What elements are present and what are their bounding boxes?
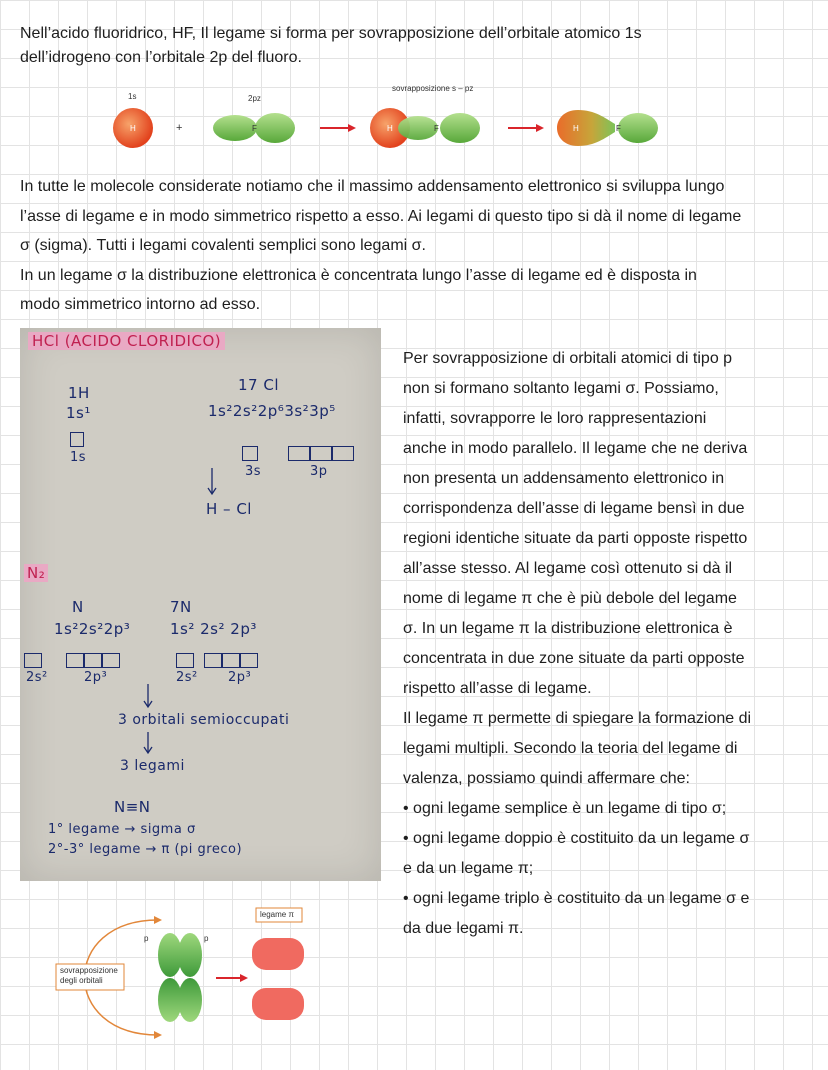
pi-paragraph-1: [403, 344, 803, 704]
overlap-p-lobe-left: [398, 116, 438, 140]
hcl-down-arrow: [208, 468, 216, 494]
sigma-line-2: l’asse di legame e in modo simmetrico rispetto a esso. Ai legami di questo tipo si dà il nome di legame: [20, 207, 742, 225]
label-overlap-s-p: sovrapposizione s – pz: [392, 84, 474, 93]
bond-type-item-4: • ogni legame triplo è costituito da un legame σ e: [403, 890, 750, 907]
pi-p1-line-9: nome di legame π che è più debole del legame: [403, 590, 737, 607]
n-symbol-2: 7N: [170, 598, 192, 616]
label-p-2: p: [204, 934, 209, 943]
pi-paragraph-2: [403, 704, 803, 794]
pi-p1-line-4: anche in modo parallelo. Il legame che ne deriva: [403, 440, 748, 457]
three-bonds: 3 legami: [120, 758, 185, 774]
sigma-line-4: In un legame σ la distribuzione elettronica è concentrata lungo l’asse di legame ed è disposta in: [20, 266, 697, 284]
notes-arrows: [20, 328, 381, 881]
f-2p-lobe-left: [213, 115, 257, 141]
n-2s-label-b: 2s²: [176, 670, 198, 685]
half-filled-orbitals: 3 orbitali semioccupati: [118, 712, 290, 728]
sigma-line-5: modo simmetrico intorno ad esso.: [20, 296, 261, 313]
f-2p-lobe-right: [255, 113, 295, 143]
pi-p1-line-5: non presenta un addensamento elettronico in: [403, 470, 725, 487]
handwritten-notes-photo: [20, 328, 381, 881]
p-orbital-2-top: [178, 933, 202, 977]
n-2p-label: 2p³: [84, 670, 108, 685]
n-2s-label: 2s²: [26, 670, 48, 685]
pi-arrow-head: [240, 974, 248, 982]
pi-p2-line-3: valenza, possiamo quindi affermare che:: [403, 770, 690, 787]
hf-orbital-diagram: [100, 80, 680, 160]
atom-f-3: F: [616, 124, 621, 133]
pi-p1-line-7: regioni identiche situate da parti opposte rispetto: [403, 530, 748, 547]
pi-p2-line-2: legami multipli. Secondo la teoria del legame di: [403, 740, 738, 757]
h-config: 1s¹: [66, 404, 91, 422]
overlap-p-lobe-right: [440, 113, 480, 143]
bond-type-list: [403, 794, 803, 944]
bond-type-item-3: e da un legame π;: [403, 860, 534, 877]
h-box-label: 1s: [70, 450, 87, 465]
pi-p1-line-10: σ. In un legame π la distribuzione elettronica è: [403, 620, 733, 637]
pi-p1-line-3: infatti, sovrapporre le loro rappresentazioni: [403, 410, 707, 427]
atom-f-1: F: [252, 124, 257, 133]
cl-3s-label: 3s: [245, 464, 262, 479]
n2-down-arrow-1: [144, 684, 152, 707]
sigma-line-1: In tutte le molecole considerate notiamo che il massimo addensamento elettronico si sviluppa lungo: [20, 178, 725, 195]
pi-orbital-figure: [40, 900, 340, 1050]
bond-type-item-5: da due legami π.: [403, 920, 524, 937]
hcl-title: HCl (ACIDO CLORIDICO): [28, 332, 225, 350]
cl-symbol: 17 Cl: [238, 376, 279, 394]
intro-line-1: Nell’acido fluoridrico, HF, Il legame si forma per sovrapposizione dell’orbitale atomico 1s: [20, 25, 642, 42]
p-orbital-2-bottom: [178, 978, 202, 1022]
overlap-curve-head-top: [154, 916, 162, 924]
pi-lobe-bottom: [252, 988, 304, 1020]
pi-p1-line-1: Per sovrapposizione di orbitali atomici di tipo p: [403, 350, 733, 367]
pi-lobe-top: [252, 938, 304, 970]
hf-molecule-orbital: [557, 110, 615, 146]
sigma-paragraph: [20, 172, 810, 320]
pi-p1-line-2: non si formano soltanto legami σ. Possiamo,: [403, 380, 719, 397]
intro-text: [20, 22, 810, 70]
n-symbol: N: [72, 598, 84, 616]
atom-h-1: H: [130, 124, 136, 133]
bond-type-item-1: • ogni legame semplice è un legame di tipo σ;: [403, 800, 727, 817]
hf-orbital-figure: [100, 80, 680, 160]
hf-f-lobe: [618, 113, 658, 143]
h-symbol: 1H: [68, 384, 90, 402]
other-bonds-pi: 2°-3° legame → π (pi greco): [48, 842, 243, 857]
label-pi-bond: legame π: [260, 910, 294, 919]
first-bond-sigma: 1° legame → sigma σ: [48, 822, 196, 837]
label-orbital-overlap: sovrapposizione degli orbitali: [60, 966, 118, 985]
n-config-2: 1s² 2s² 2p³: [170, 620, 257, 638]
cl-config: 1s²2s²2p⁶3s²3p⁵: [208, 402, 336, 420]
n-2p-label-b: 2p³: [228, 670, 252, 685]
pi-p2-line-1: Il legame π permette di spiegare la formazione di: [403, 710, 752, 727]
atom-f-2: F: [434, 124, 439, 133]
n-config: 1s²2s²2p³: [54, 620, 131, 638]
label-p-1: p: [144, 934, 149, 943]
n2-bond: N≡N: [114, 798, 151, 816]
hcl-bond: H – Cl: [206, 500, 252, 518]
label-1s: 1s: [128, 92, 137, 101]
sigma-line-3: σ (sigma). Tutti i legami covalenti semplici sono legami σ.: [20, 237, 426, 254]
label-2pz: 2pz: [248, 94, 261, 103]
atom-h-3: H: [573, 124, 579, 133]
n2-title: N₂: [24, 564, 48, 582]
pi-bond-text: [403, 344, 803, 944]
arrow-2-head: [536, 124, 544, 132]
bond-type-item-2: • ogni legame doppio è costituito da un legame σ: [403, 830, 750, 847]
cl-3p-label: 3p: [310, 464, 328, 479]
pi-p1-line-12: rispetto all’asse di legame.: [403, 680, 592, 697]
arrow-1-head: [348, 124, 356, 132]
pi-p1-line-11: concentrata in due zone situate da parti opposte: [403, 650, 745, 667]
plus-sign: +: [176, 122, 183, 134]
overlap-curve-head-bottom: [154, 1031, 162, 1039]
n2-down-arrow-2: [144, 732, 152, 753]
pi-p1-line-8: all’asse stesso. Al legame così ottenuto si dà il: [403, 560, 733, 577]
pi-p1-line-6: corrispondenza dell’asse di legame bensì in due: [403, 500, 745, 517]
atom-h-2: H: [387, 124, 393, 133]
intro-line-2: dell’idrogeno con l’orbitale 2p del fluoro.: [20, 49, 302, 66]
